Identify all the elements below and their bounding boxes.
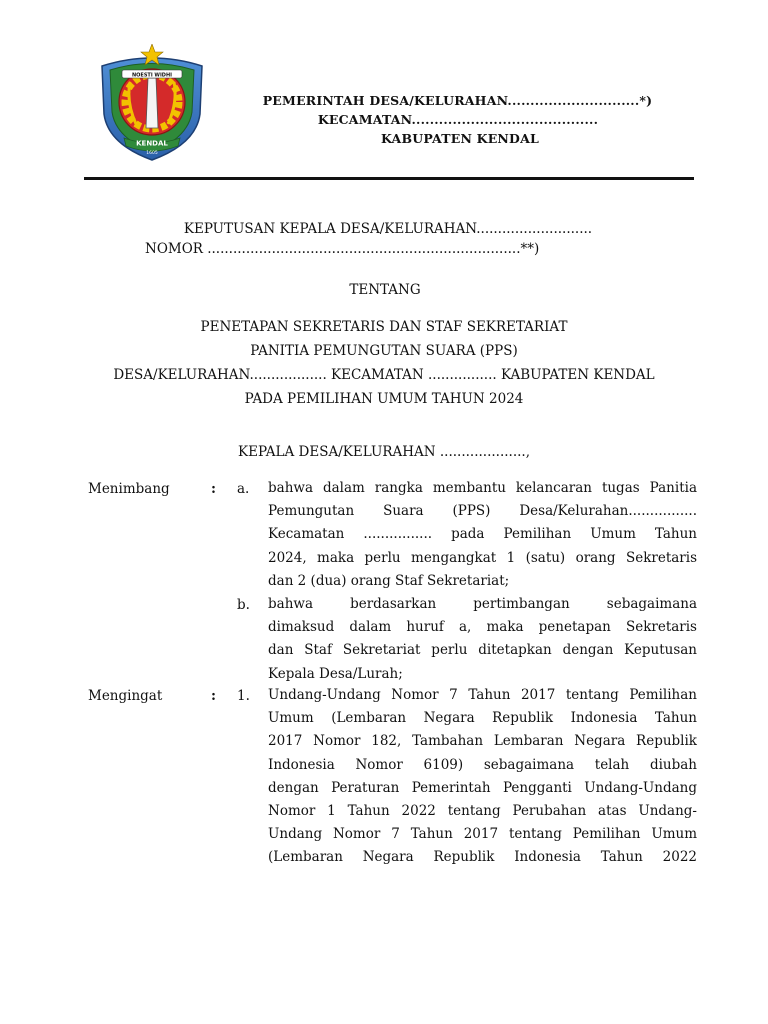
text-line: dan 2 (dua) orang Staf Sekretariat; [268, 572, 510, 589]
letterhead-rule [84, 177, 694, 180]
menimbang-item-b-marker: b. [237, 597, 250, 613]
menimbang-item-a-marker: a. [237, 481, 250, 497]
text-line: dimaksud dalam huruf a, maka penetapan Sekretaris [268, 619, 697, 636]
emblem-name-text: KENDAL [136, 139, 168, 148]
menimbang-label: Menimbang [88, 481, 170, 497]
menimbang-item-a-text [268, 477, 697, 593]
text-line: dan Staf Sekretariat perlu ditetapkan dengan Keputusan [268, 642, 697, 659]
letterhead-line-regency: KABUPATEN KENDAL [381, 131, 539, 146]
decree-issuer: KEPALA DESA/KELURAHAN ...................., [238, 444, 530, 460]
decree-number: NOMOR .........................................................................**) [145, 241, 540, 257]
text-line: Undang Nomor 7 Tahun 2017 tentang Pemilihan Umum [268, 826, 697, 843]
text-line: 2017 Nomor 182, Tambahan Lembaran Negara Republik [268, 733, 697, 750]
decree-subject-line-4: PADA PEMILIHAN UMUM TAHUN 2024 [244, 391, 524, 407]
decree-subject-line-2: PANITIA PEMUNGUTAN SUARA (PPS) [250, 343, 518, 359]
text-line: 2024, maka perlu mengangkat 1 (satu) orang Sekretaris [268, 549, 697, 566]
menimbang-item-b-text [268, 593, 697, 686]
text-line: Indonesia Nomor 6109) sebagaimana telah diubah [268, 756, 697, 773]
mengingat-item-1-text [268, 684, 697, 870]
text-line: Kepala Desa/Lurah; [268, 665, 403, 682]
mengingat-label: Mengingat [88, 688, 163, 704]
decree-subject-line-3: DESA/KELURAHAN.................. KECAMATAN ................ KABUPATEN KENDAL [113, 367, 655, 383]
decree-title: KEPUTUSAN KEPALA DESA/KELURAHAN........................... [183, 221, 593, 237]
decree-tentang: TENTANG [349, 282, 421, 298]
emblem-ribbon-text: NOESTI WIDHI [131, 72, 173, 79]
letterhead-line-government: PEMERINTAH DESA/KELURAHAN.............................*) [262, 93, 653, 108]
text-line: Undang-Undang Nomor 7 Tahun 2017 tentang Pemilihan [268, 687, 697, 703]
mengingat-item-1-marker: 1. [237, 688, 250, 704]
text-line: Pemungutan Suara (PPS) Desa/Kelurahan................ [268, 503, 697, 520]
letterhead-line-district: KECAMATAN......................................... [317, 112, 599, 127]
mengingat-colon: : [211, 688, 216, 704]
decree-subject-line-1: PENETAPAN SEKRETARIS DAN STAF SEKRETARIAT [200, 319, 568, 335]
text-line: bahwa dalam rangka membantu kelancaran tugas Panitia [268, 480, 697, 496]
text-line: Umum (Lembaran Negara Republik Indonesia Tahun [268, 710, 697, 727]
text-line: Nomor 1 Tahun 2022 tentang Perubahan atas Undang- [268, 802, 697, 819]
text-line: Kecamatan ................ pada Pemilihan Umum Tahun [268, 526, 697, 543]
menimbang-colon: : [211, 481, 216, 497]
emblem-year-text: 1605 [146, 151, 158, 156]
text-line: bahwa berdasarkan pertimbangan sebagaimana [268, 596, 697, 612]
text-line: dengan Peraturan Pemerintah Pengganti Undang-Undang [268, 779, 697, 796]
text-line: (Lembaran Negara Republik Indonesia Tahun 2022 [268, 849, 697, 866]
